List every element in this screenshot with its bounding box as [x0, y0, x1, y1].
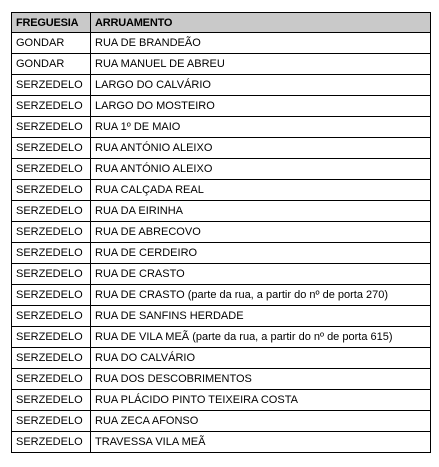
cell-freguesia: GONDAR: [12, 54, 91, 75]
table-row: [12, 159, 431, 180]
cell-arruamento: LARGO DO CALVÁRIO: [91, 75, 431, 96]
table-row: [12, 411, 431, 432]
header-arruamento: ARRUAMENTO: [91, 13, 431, 33]
cell-arruamento: RUA DOS DESCOBRIMENTOS: [91, 369, 431, 390]
cell-arruamento: RUA PLÁCIDO PINTO TEIXEIRA COSTA: [91, 390, 431, 411]
table-row: [12, 390, 431, 411]
cell-freguesia: SERZEDELO: [12, 369, 91, 390]
cell-freguesia: SERZEDELO: [12, 306, 91, 327]
table-row: [12, 369, 431, 390]
cell-arruamento: RUA DE CERDEIRO: [91, 243, 431, 264]
cell-arruamento: RUA ANTÓNIO ALEIXO: [91, 138, 431, 159]
cell-arruamento: RUA DE ABRECOVO: [91, 222, 431, 243]
cell-freguesia: SERZEDELO: [12, 432, 91, 453]
cell-freguesia: SERZEDELO: [12, 117, 91, 138]
cell-freguesia: SERZEDELO: [12, 348, 91, 369]
street-table: [11, 12, 431, 453]
cell-arruamento: LARGO DO MOSTEIRO: [91, 96, 431, 117]
cell-arruamento: RUA DE CRASTO (parte da rua, a partir do nº de porta 270): [91, 285, 431, 306]
header-freguesia: FREGUESIA: [12, 13, 91, 33]
table-header-row: [12, 13, 431, 33]
cell-freguesia: SERZEDELO: [12, 243, 91, 264]
street-list-container: [11, 12, 430, 453]
cell-arruamento: RUA DE SANFINS HERDADE: [91, 306, 431, 327]
table-row: [12, 432, 431, 453]
cell-freguesia: SERZEDELO: [12, 75, 91, 96]
table-row: [12, 138, 431, 159]
cell-freguesia: SERZEDELO: [12, 390, 91, 411]
cell-freguesia: SERZEDELO: [12, 264, 91, 285]
cell-freguesia: SERZEDELO: [12, 96, 91, 117]
table-row: [12, 117, 431, 138]
cell-arruamento: TRAVESSA VILA MEÃ: [91, 432, 431, 453]
cell-freguesia: SERZEDELO: [12, 285, 91, 306]
table-row: [12, 96, 431, 117]
table-body: [12, 33, 431, 453]
cell-freguesia: SERZEDELO: [12, 222, 91, 243]
cell-arruamento: RUA 1º DE MAIO: [91, 117, 431, 138]
cell-freguesia: GONDAR: [12, 33, 91, 54]
cell-arruamento: RUA DA EIRINHA: [91, 201, 431, 222]
cell-freguesia: SERZEDELO: [12, 138, 91, 159]
cell-arruamento: RUA MANUEL DE ABREU: [91, 54, 431, 75]
table-row: [12, 264, 431, 285]
table-row: [12, 222, 431, 243]
table-row: [12, 285, 431, 306]
table-row: [12, 243, 431, 264]
table-row: [12, 348, 431, 369]
cell-arruamento: RUA DE CRASTO: [91, 264, 431, 285]
cell-freguesia: SERZEDELO: [12, 180, 91, 201]
cell-freguesia: SERZEDELO: [12, 159, 91, 180]
table-row: [12, 201, 431, 222]
cell-freguesia: SERZEDELO: [12, 411, 91, 432]
cell-arruamento: RUA DE VILA MEÃ (parte da rua, a partir do nº de porta 615): [91, 327, 431, 348]
cell-arruamento: RUA DE BRANDEÃO: [91, 33, 431, 54]
cell-arruamento: RUA ZECA AFONSO: [91, 411, 431, 432]
table-row: [12, 75, 431, 96]
cell-arruamento: RUA CALÇADA REAL: [91, 180, 431, 201]
cell-arruamento: RUA DO CALVÁRIO: [91, 348, 431, 369]
table-row: [12, 306, 431, 327]
cell-freguesia: SERZEDELO: [12, 201, 91, 222]
table-row: [12, 180, 431, 201]
table-row: [12, 54, 431, 75]
cell-freguesia: SERZEDELO: [12, 327, 91, 348]
cell-arruamento: RUA ANTÓNIO ALEIXO: [91, 159, 431, 180]
table-row: [12, 33, 431, 54]
table-row: [12, 327, 431, 348]
